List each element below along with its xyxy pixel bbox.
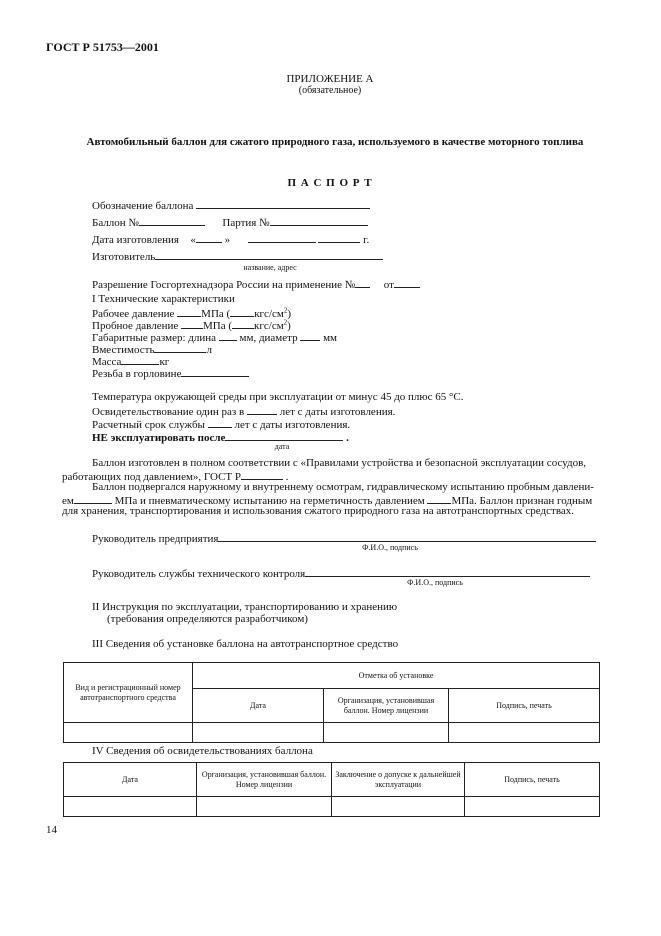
permit-field (92, 277, 420, 292)
document-title: Автомобильный баллон для сжатого природного газа, используемого в качестве моторного топлива (86, 136, 584, 148)
fio-caption-2: Ф.И.О., подпись (407, 578, 463, 587)
length-blank (219, 330, 237, 341)
dims-diameter-label: мм, диаметр (239, 332, 298, 344)
batch-no-blank (270, 215, 368, 226)
permit-no-blank (355, 277, 370, 288)
compliance-p2-line1: Баллон подвергался наружному и внутреннему осмотрам, гидравлическому испытанию пробным давлени- (92, 481, 594, 493)
install-empty-cell (193, 723, 324, 743)
gost-dot: . (285, 471, 289, 483)
gost-number-blank (241, 469, 283, 480)
day-blank (196, 232, 222, 243)
work-pressure-mpa-blank (177, 306, 201, 317)
tech-heading: I Технические характеристики (92, 293, 235, 305)
inspect-date-header: Дата (64, 763, 197, 797)
cert-years-blank (247, 404, 277, 415)
inspect-org-header: Организация, установившая баллон. Номер лицензии (197, 763, 332, 797)
mpa-label: МПа ( (203, 320, 233, 332)
permit-label: Разрешение Госгортехнадзора России на применение № (92, 279, 356, 291)
permit-from-label: от (383, 279, 394, 291)
install-empty-cell (324, 723, 449, 743)
page-number: 14 (46, 824, 57, 836)
cylinder-no-label: Баллон № (92, 217, 139, 229)
work-pressure-kgf-blank (230, 306, 254, 317)
thread-blank (181, 366, 249, 377)
section-3-heading: III Сведения об установке баллона на автотранспортное средство (92, 638, 399, 650)
gost-label: работающих под давлением», ГОСТ Р (62, 471, 242, 483)
not-after-dot: . (346, 432, 349, 444)
manufacturer-blank (155, 249, 383, 260)
install-sign-header: Подпись, печать (449, 689, 600, 723)
close-paren: ) (287, 308, 292, 320)
manufacturer-label: Изготовитель (92, 251, 156, 263)
test-pressure-mpa-blank (181, 318, 203, 329)
head-signature-blank (218, 531, 596, 542)
inspect-conclusion-header: Заключение о допуске к дальнейшей эксплуатации (332, 763, 465, 797)
mfg-date-label: Дата изготовления (92, 234, 179, 246)
hydraulic-pressure-blank (74, 493, 112, 504)
temperature-text: Температура окружающей среды при эксплуатации от минус 45 до плюс 65 °С. (92, 391, 464, 403)
work-pressure-label: Рабочее давление (92, 308, 175, 320)
inspect-empty-cell (197, 797, 332, 817)
kg-label: кг (159, 356, 170, 368)
month-blank (248, 232, 316, 243)
year-suffix: г. (363, 234, 370, 246)
sq-sup: 2 (283, 306, 288, 315)
qc-signature-blank (305, 566, 590, 577)
appendix-status: (обязательное) (298, 85, 362, 96)
capacity-blank (154, 342, 206, 353)
manufacturer-field (92, 249, 383, 264)
vehicle-column-header: Вид и регистрационный номер автотранспортного средства (64, 663, 193, 723)
head-label: Руководитель предприятия (92, 533, 219, 545)
inspect-empty-cell (465, 797, 600, 817)
not-after-label: НЕ эксплуатировать после (92, 432, 226, 444)
capacity-label: Вместимость (92, 344, 155, 356)
mass-blank (121, 354, 159, 365)
section-2-note: (требования определяются разработчиком) (107, 613, 308, 625)
service-life-label: Расчетный срок службы (92, 419, 205, 431)
batch-no-label: Партия № (222, 217, 270, 229)
date-caption: дата (274, 442, 290, 451)
pneumatic-label: МПа и пневматическому испытанию на герметичность давлением (114, 495, 425, 507)
installation-table (63, 662, 600, 743)
cert-suffix: лет с даты изготовления. (279, 406, 396, 418)
qc-head-label: Руководитель службы технического контроля (92, 568, 306, 580)
inspect-empty-cell (332, 797, 465, 817)
compliance-p1-line1: Баллон изготовлен в полном соответствии с «Правилами устройства и безопасной эксплуатации сосудов, (92, 457, 587, 469)
thread-label: Резьба в горловине (92, 368, 182, 380)
permit-date-blank (394, 277, 420, 288)
not-after-field (92, 430, 349, 445)
diameter-blank (300, 330, 320, 341)
year-blank (318, 232, 360, 243)
install-org-header: Организация, установившая баллон. Номер лицензии (324, 689, 449, 723)
service-life-blank (208, 417, 232, 428)
section-2-heading: II Инструкция по эксплуатации, транспортированию и хранению (92, 601, 398, 613)
designation-label: Обозначение баллона (92, 200, 194, 212)
dims-label: Габаритные размер: длина (92, 332, 217, 344)
mpa-label: МПа ( (201, 308, 231, 320)
close-paren: ) (287, 320, 291, 332)
quote-close: » (224, 234, 231, 246)
mass-label: Масса (92, 356, 122, 368)
cylinder-batch-field (92, 215, 368, 230)
liter-label: л (206, 344, 212, 356)
fit-label: МПа. Баллон признан годным (451, 495, 593, 507)
quote-open: « (190, 234, 196, 246)
qc-signature-field (92, 566, 590, 581)
kgf-label: кгс/см (254, 320, 284, 332)
name-address-caption: название, адрес (243, 263, 297, 272)
test-pressure-label: Пробное давление (92, 320, 179, 332)
inspect-empty-cell (64, 797, 197, 817)
pneumatic-pressure-blank (427, 493, 451, 504)
thread-field (92, 366, 249, 381)
inspect-sign-header: Подпись, печать (465, 763, 600, 797)
cert-label: Освидетельствование один раз в (92, 406, 245, 418)
compliance-p2-line3: для хранения, транспортирования и использования сжатого природного газа на автотранспортных средствах. (62, 505, 574, 517)
install-date-header: Дата (193, 689, 324, 723)
install-empty-cell (64, 723, 193, 743)
mm-label: мм (323, 332, 338, 344)
designation-blank (196, 198, 370, 209)
inspection-table (63, 762, 600, 817)
test-pressure-kgf-blank (232, 318, 254, 329)
section-4-heading: IV Сведения об освидетельствованиях баллона (92, 745, 313, 757)
standard-code: ГОСТ Р 51753—2001 (46, 40, 159, 54)
not-after-blank (225, 430, 343, 441)
mfg-date-field (92, 232, 369, 247)
fio-caption-1: Ф.И.О., подпись (362, 543, 418, 552)
install-empty-cell (449, 723, 600, 743)
appendix-title: ПРИЛОЖЕНИЕ А (286, 73, 374, 85)
installation-mark-header: Отметка об установке (193, 663, 600, 689)
service-life-suffix: лет с даты изготовления. (234, 419, 351, 431)
sq-sup: 2 (283, 318, 288, 327)
designation-field (92, 198, 370, 213)
kgf-label: кгс/см (254, 308, 284, 320)
passport-title: П А С П О Р Т (287, 177, 373, 189)
test-em-label: ем (62, 495, 74, 507)
cylinder-no-blank (139, 215, 205, 226)
